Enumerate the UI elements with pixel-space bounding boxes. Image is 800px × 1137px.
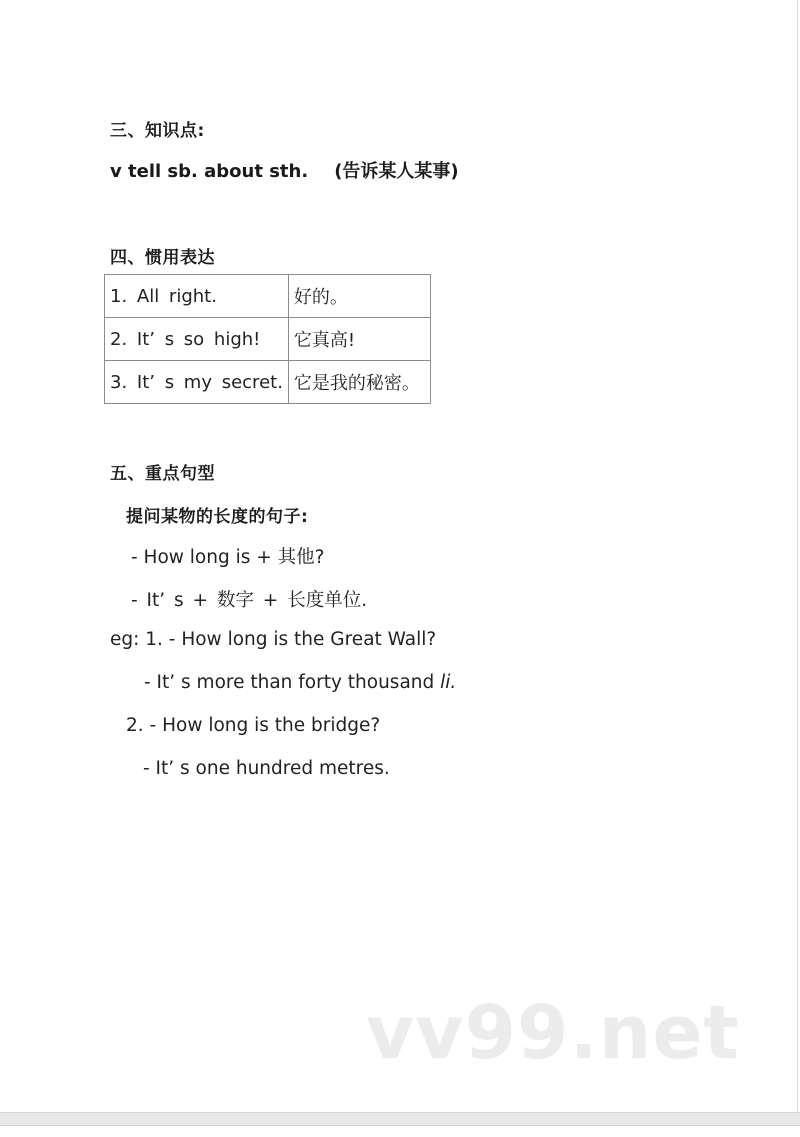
table-row [105, 318, 431, 361]
example-2-question: 2. - How long is the bridge? [126, 715, 381, 736]
example-2-answer: - It’ s one hundred metres. [143, 758, 390, 779]
watermark: vv99.net [366, 990, 740, 1076]
section-heading-knowledge-points: 三、知识点: [110, 121, 205, 141]
section-heading-key-sentences: 五、重点句型 [110, 464, 215, 484]
pattern-answer: - It’ s + 数字 + 长度单位. [131, 590, 368, 611]
table-row [105, 275, 431, 318]
key-phrase-english: v tell sb. about sth. [110, 161, 309, 182]
table-cell-english: 3. It’ s my secret. [105, 361, 289, 404]
table-cell-chinese: 好的。 [288, 275, 430, 318]
table-row [105, 361, 431, 404]
table-cell-chinese: 它是我的秘密。 [288, 361, 430, 404]
example-1-question: eg: 1. - How long is the Great Wall? [110, 629, 437, 650]
table-cell-english: 1. All right. [105, 275, 289, 318]
pattern-question: - How long is + 其他? [131, 547, 325, 568]
table-cell-chinese: 它真高! [288, 318, 430, 361]
section-heading-idioms: 四、惯用表达 [110, 248, 215, 268]
key-phrase [110, 157, 459, 183]
page-separator [0, 1112, 800, 1126]
subheading-length-question: 提问某物的长度的句子: [126, 507, 309, 527]
example-1-answer-text: - It’ s more than forty thousand [144, 672, 441, 693]
example-1-answer [144, 672, 456, 693]
table-cell-english: 2. It’ s so high! [105, 318, 289, 361]
example-1-answer-italic: li. [440, 672, 457, 693]
key-phrase-meaning: (告诉某人某事) [334, 161, 459, 182]
idioms-table [104, 274, 431, 404]
